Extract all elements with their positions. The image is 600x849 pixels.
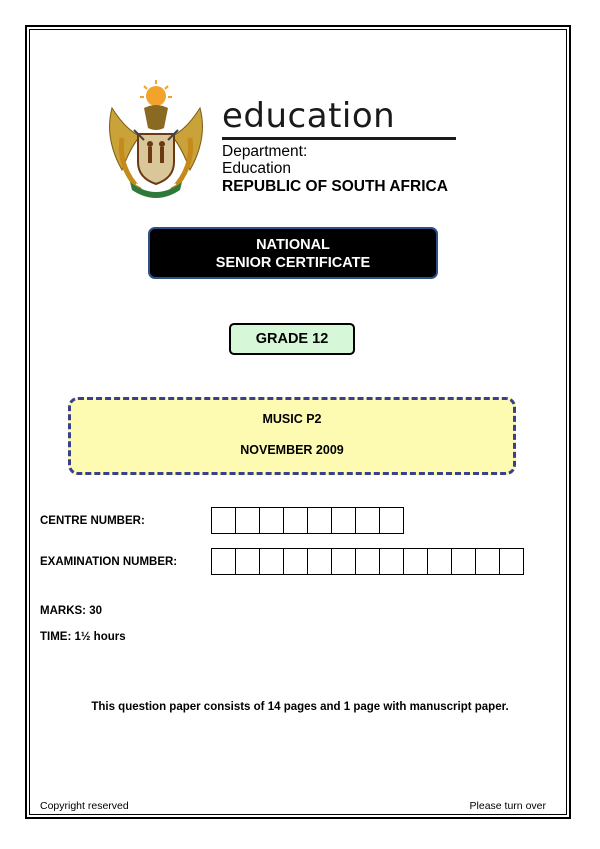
digit-box[interactable] — [475, 548, 500, 575]
digit-box[interactable] — [451, 548, 476, 575]
time-text: TIME: 1½ hours — [40, 631, 126, 643]
digit-box[interactable] — [283, 548, 308, 575]
digit-box[interactable] — [259, 548, 284, 575]
wordmark-rule — [222, 137, 456, 140]
department-name: Education — [222, 160, 291, 177]
digit-box[interactable] — [427, 548, 452, 575]
exam-session: NOVEMBER 2009 — [240, 443, 344, 457]
digit-box[interactable] — [331, 507, 356, 534]
subject-box — [68, 397, 516, 475]
department-label: Department: — [222, 143, 308, 160]
certificate-title-line2: SENIOR CERTIFICATE — [215, 255, 371, 271]
copyright-footer: Copyright reserved — [40, 800, 129, 812]
digit-box[interactable] — [211, 548, 236, 575]
digit-box[interactable] — [235, 507, 260, 534]
marks-text: MARKS: 30 — [40, 605, 102, 617]
subject-paper: MUSIC P2 — [262, 412, 322, 426]
digit-box[interactable] — [235, 548, 260, 575]
digit-box[interactable] — [259, 507, 284, 534]
digit-box[interactable] — [307, 548, 332, 575]
digit-box[interactable] — [307, 507, 332, 534]
certificate-title-line1: NATIONAL — [256, 237, 330, 253]
turn-over-footer: Please turn over — [469, 800, 546, 812]
page-count-notice: This question paper consists of 14 pages and 1 page with manuscript paper. — [91, 701, 509, 713]
digit-box[interactable] — [211, 507, 236, 534]
grade-badge: GRADE 12 — [229, 323, 355, 355]
digit-box[interactable] — [331, 548, 356, 575]
digit-box[interactable] — [355, 548, 380, 575]
examination-number-label: EXAMINATION NUMBER: — [40, 556, 178, 568]
digit-box[interactable] — [379, 548, 404, 575]
examination-number-field[interactable] — [211, 548, 524, 575]
digit-box[interactable] — [355, 507, 380, 534]
education-wordmark: education — [222, 96, 396, 136]
digit-box[interactable] — [379, 507, 404, 534]
coat-of-arms-icon — [100, 78, 212, 206]
digit-box[interactable] — [283, 507, 308, 534]
certificate-title-box — [148, 227, 438, 279]
digit-box[interactable] — [403, 548, 428, 575]
centre-number-field[interactable] — [211, 507, 404, 534]
department-block — [222, 96, 456, 197]
digit-box[interactable] — [499, 548, 524, 575]
country-name: REPUBLIC OF SOUTH AFRICA — [222, 178, 448, 195]
centre-number-label: CENTRE NUMBER: — [40, 515, 145, 527]
